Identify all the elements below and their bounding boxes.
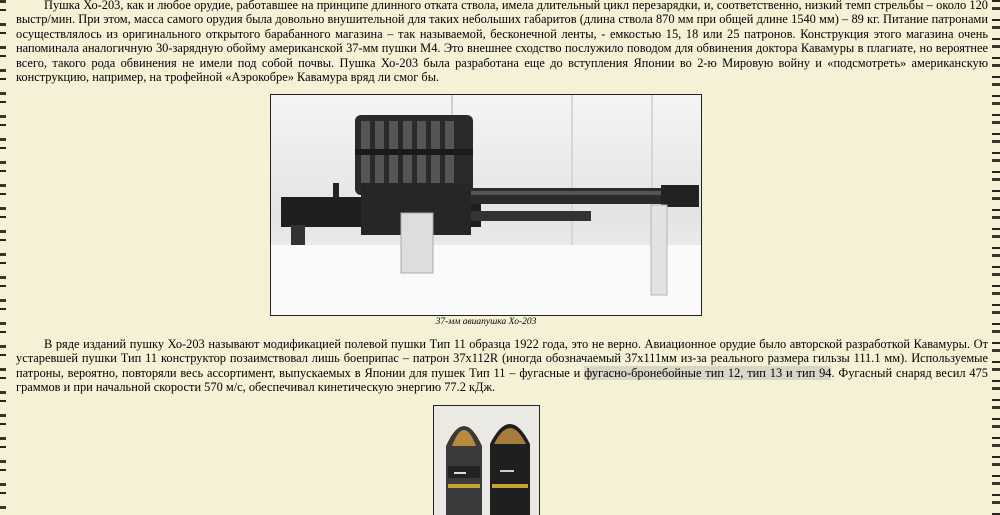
shells-photo-graphic xyxy=(434,406,539,515)
torn-left-edge xyxy=(0,0,6,515)
paragraph-2-text-a: В ряде изданий пушку Хо-203 называют модификацией полевой пушки Тип 11 образца 1922 года, это не верно. Авиационное орудие было авторской разработкой Кавамуры. От устаревшей пушки Тип 11 конструктор позаимствовал лишь боеприпас – патрон 37x112R (иногда обозначаемый 37x111мм из-за реального размера гильзы 111.1 мм). Используемые патроны, вероятно, повторяли весь ассортимент, выпускаемых в Японии для пушек Тип 11 – фугасные и xyxy=(16,337,988,380)
cannon-photo-graphic xyxy=(271,95,701,315)
torn-right-edge xyxy=(992,0,1000,515)
paragraph-2 xyxy=(16,337,988,395)
paragraph-1: Пушка Хо-203, как и любое орудие, работавшее на принципе длинного отката ствола, имела длительный цикл перезарядки, и, соответственно, низкий темп стрельбы – около 120 выстр/мин. При этом, масса самого орудия была довольно внушительной для таких небольших габаритов (длина ствола 870 мм при общей длине 1540 мм) – 89 кг. Питание патронами осуществлялось из оригинального открытого барабанного магазина – так называемой, бесконечной ленты, - емкостью 15, 18 или 25 патронов. Конструкция этого магазина очень напоминала аналогичную 30-зарядную обойму американской 37-мм пушки М4. Это внешнее сходство послужило поводом для обвинения доктора Кавамуры в плагиате, но вероятнее всего, такого рода обвинения не имели под собой почвы. Пушка Хо-203 была разработана еще до вступления Японии во 2-ю Мировую войну и «подсмотреть» американскую конструкцию, например, на трофейной «Аэрокобре» Кавамура вряд ли смог бы. xyxy=(16,0,988,85)
paragraph-2-text-b: . Фугасный снаряд весил 475 граммов и при начальной скорости 570 м/с, обеспечивал кинетическую энергию 77.2 кДж. xyxy=(16,365,988,395)
cannon-photo xyxy=(270,94,702,316)
figure-1-caption: 37-мм авиапушка Хо-203 xyxy=(435,317,537,327)
shells-photo xyxy=(433,405,540,515)
selected-text-highlight[interactable]: фугасно-бронебойные тип 12, тип 13 и тип 94 xyxy=(584,365,832,380)
